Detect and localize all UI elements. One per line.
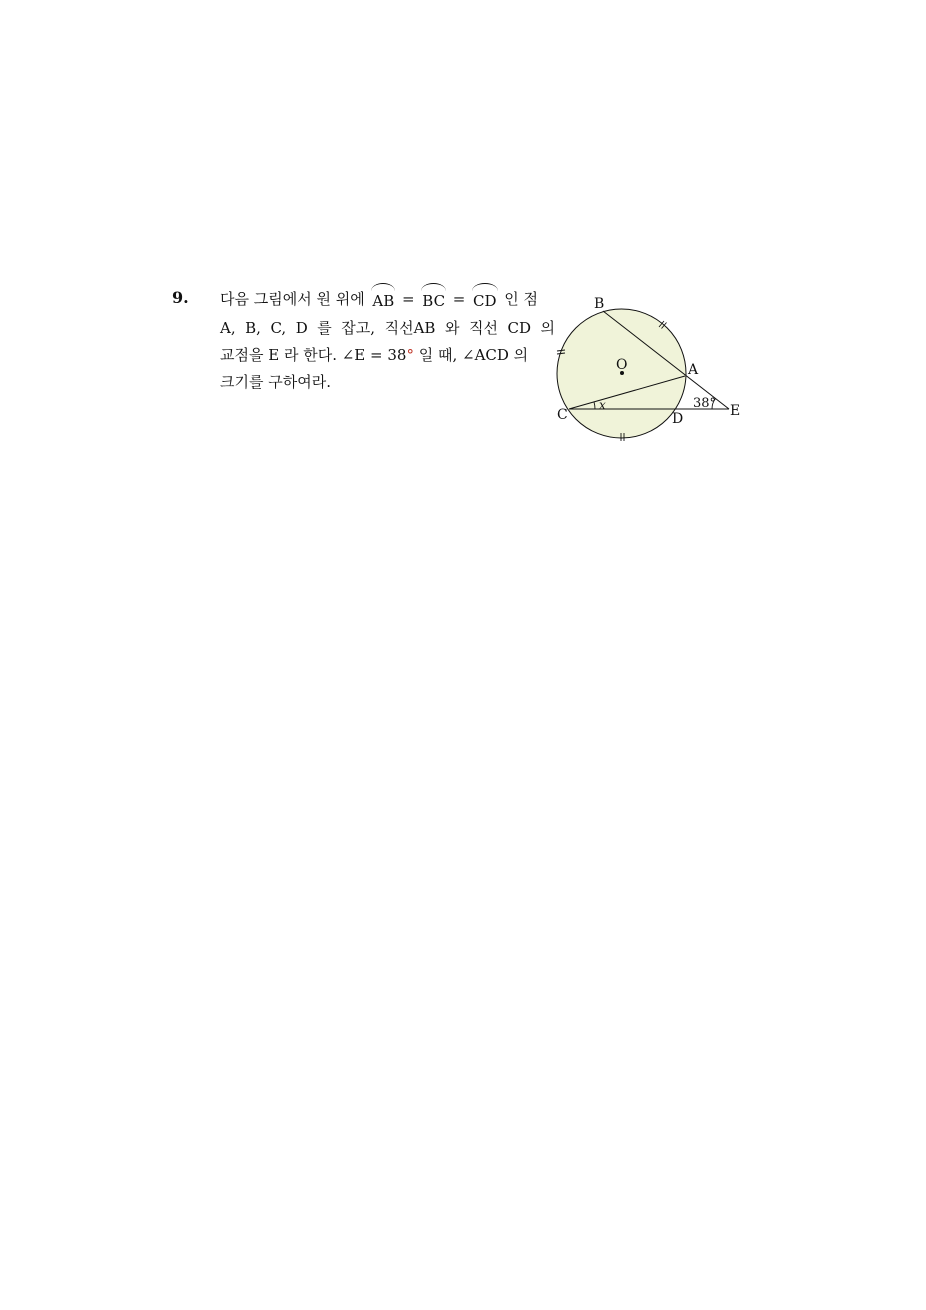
label-e: E — [730, 403, 741, 419]
arc-cd: CD — [473, 286, 497, 315]
label-angle-e: 38° — [693, 396, 717, 411]
label-d: D — [672, 411, 684, 427]
problem-line2-text: A, B, C, D 를 잡고, 직선AB 와 직선 CD 의 — [220, 319, 556, 337]
label-o: O — [616, 357, 628, 373]
problem-text — [220, 286, 556, 396]
problem-line4-text: 크기를 구하여라. — [220, 373, 331, 391]
problem-line-3 — [220, 342, 538, 369]
label-x: x — [599, 398, 606, 412]
problem-line-4 — [220, 369, 538, 396]
arc-bc: BC — [422, 286, 445, 315]
geometry-diagram — [548, 290, 748, 446]
geometry-figure — [548, 290, 748, 450]
problem-intro: 다음 그림에서 원 위에 — [220, 290, 365, 308]
label-b: B — [594, 296, 605, 312]
equals-sign-1: = — [401, 290, 415, 308]
problem-line3-before: 교점을 E 라 한다. ∠E = 38 — [220, 346, 407, 364]
label-a: A — [688, 362, 699, 378]
arc-ab: AB — [372, 286, 394, 315]
problem-line1-tail: 인 점 — [504, 290, 538, 308]
problem-line3-after: 일 때, ∠ACD 의 — [413, 346, 529, 364]
degree-sign: ° — [406, 346, 414, 364]
equals-sign-2: = — [452, 290, 466, 308]
problem-line-1 — [220, 286, 538, 315]
problem-line3-text — [220, 342, 528, 369]
label-c: C — [557, 407, 568, 423]
problem-number: 9. — [172, 288, 189, 307]
problem-line-2 — [220, 315, 556, 342]
